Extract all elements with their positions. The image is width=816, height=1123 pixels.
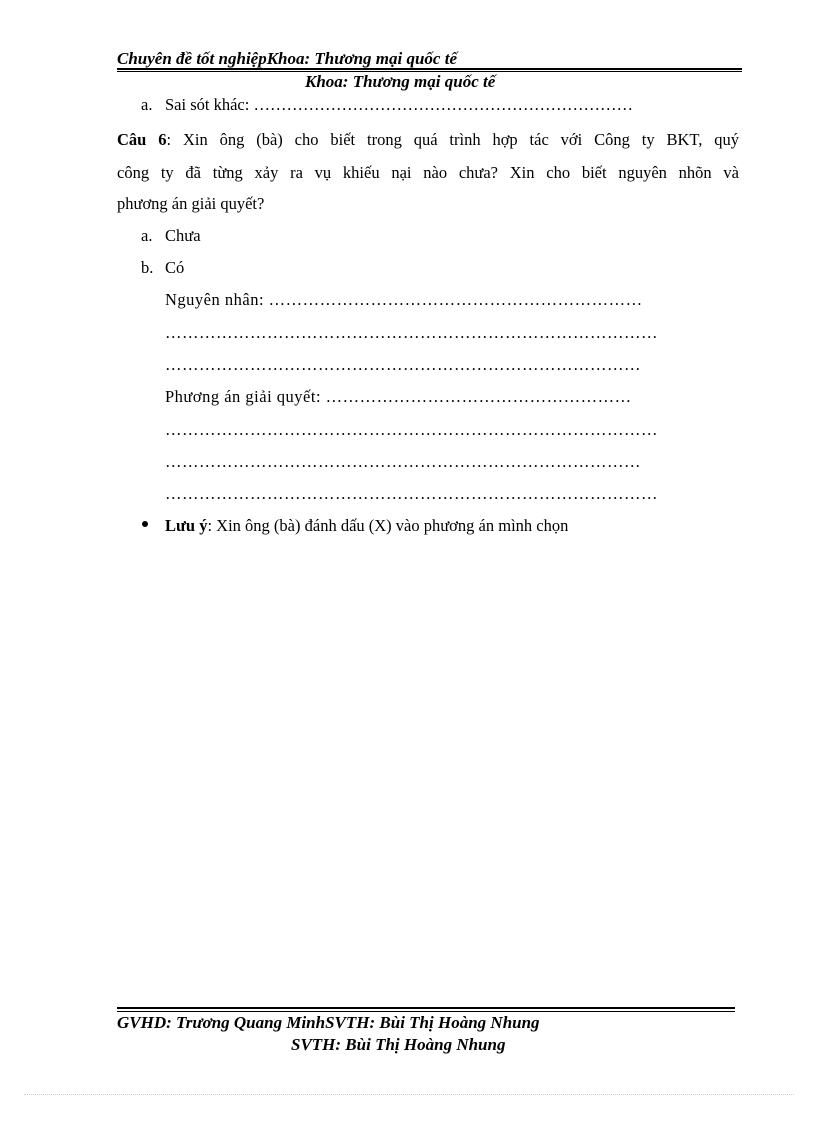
other-errors-line: Sai sót khác: …………………………………………………………… [165, 95, 633, 114]
footer-student: SVTH: Bùi Thị Hoàng Nhung [291, 1035, 506, 1054]
solution-dots-line: ………………………………………………………………………… [165, 452, 641, 471]
page-edge-divider [24, 1094, 794, 1095]
note-line [165, 518, 568, 535]
header-title: Chuyên đề tốt nghiệpKhoa: Thương mại quốc tế [117, 49, 457, 68]
option-a-text: Chưa [165, 226, 201, 245]
header-rule-top [117, 68, 742, 70]
note-text: : Xin ông (bà) đánh dấu (X) vào phương án mình chọn [207, 516, 569, 535]
list-marker: b. [141, 258, 154, 277]
list-marker: a. [141, 226, 153, 245]
solution-dots-line: …………………………………………………………………………… [165, 484, 658, 503]
cause-label: Nguyên nhân: ………………………………………………………… [165, 290, 643, 309]
note-label: Lưu ý [165, 516, 208, 535]
question-6-text: : Xin ông (bà) cho biết trong quá trình hợp tác với Công ty BKT, quý [166, 130, 739, 149]
option-b-text: Có [165, 258, 185, 277]
footer-rule-bottom [117, 1011, 735, 1012]
solution-label: Phương án giải quyết: ……………………………………………… [165, 387, 632, 406]
bullet-icon [142, 521, 148, 527]
cause-dots-line: ………………………………………………………………………… [165, 355, 641, 374]
footer-author: GVHD: Trương Quang MinhSVTH: Bùi Thị Hoàng Nhung [117, 1013, 540, 1032]
cause-dots-line: …………………………………………………………………………… [165, 323, 658, 342]
question-6-line-1 [117, 130, 739, 150]
solution-dots-line: …………………………………………………………………………… [165, 420, 658, 439]
header-subtitle: Khoa: Thương mại quốc tế [305, 72, 496, 91]
list-marker: a. [141, 95, 153, 114]
question-6-line-2: công ty đã từng xảy ra vụ khiếu nại nào chưa? Xin cho biết nguyên nhõn và [117, 163, 739, 182]
footer-rule-top [117, 1007, 735, 1009]
question-6-label: Câu 6 [117, 130, 167, 149]
question-6-line-3: phương án giải quyết? [117, 194, 265, 213]
